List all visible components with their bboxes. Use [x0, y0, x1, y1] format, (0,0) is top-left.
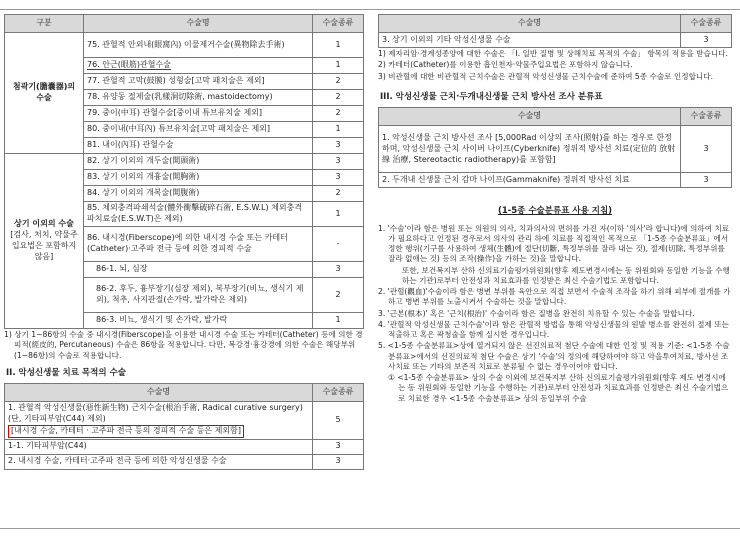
surgery-name: 75. 관혈적 안외내(眼窩內) 이물제거수술(異物除去手術) — [84, 33, 313, 58]
bottom-rule — [0, 528, 740, 529]
surgery-type: 2 — [313, 186, 364, 202]
category-cell: 첨곽기(膽嚢器)의 수술 — [5, 33, 84, 154]
header-surgery-name: 수술명 — [5, 384, 313, 402]
surgery-name: 1-1. 기타피부암(C44) — [5, 439, 313, 454]
surgery-name: 80. 중이내(中耳內) 튜브유치술[고막 패치술은 제외] — [84, 122, 313, 138]
header-surgery-type: 수술종류 — [681, 108, 732, 126]
surgery-type: 3 — [313, 439, 364, 454]
footnote: 2) 카테터(Catheter)를 이용한 흡인천자·약물주입요법은 포함하지 않습니다. — [378, 60, 633, 70]
surgery-type: 3 — [313, 154, 364, 170]
guideline-paragraph: 3. '근본(根本)' 혹은 '근치(根治)' 수술이라 함은 질병을 완전히 치유할 수 있는 수술을 말합니다. — [378, 308, 695, 318]
table-row — [379, 126, 732, 173]
surgery-name: 2. 두개내 신생물 근치 감마 나이프(Gammaknife) 정위적 방사선 치료 — [379, 173, 681, 188]
surgery-name: 3. 상기 이외의 기타 악성신생물 수술 — [379, 33, 681, 48]
surgery-type: 3 — [313, 138, 364, 154]
section-heading: III. 악성신생물 근치·두개내신생물 근치 방사선 조사 분류표 — [380, 91, 603, 102]
footnote: 1) 상기 1~86항의 수술 중 내시경(Fiberscope)을 이용한 내시경 수술 또는 카테터(Catheter) 등에 의한 경피적(經皮的, Percutaneous) 수술은 86항을 적용합니다. 다만, 복강경·흉강경에 의한 수술은 해당부위(1~86항)의 수술로 적용합니다. — [4, 330, 363, 360]
surgery-type: 5 — [313, 402, 364, 439]
surgery-name: 78. 유양동 절제술(乳樣洞切除術, mastoidectomy) — [84, 90, 313, 106]
guideline-subparagraph: ① <1-5종 수술분류표> 상의 수술 이외에 보건복지부 산하 신의료기술평가위원회(향후 제도 변경시에는 동 위원회와 동일한 기능을 수행하는 기관)로부터 안전성과 치료효과를 인정받은 최신 수술기법으로 치료한 경우 <1-5종 수술분류표> 상의 동일부위 수술 — [388, 373, 729, 403]
left-column — [4, 14, 364, 470]
surgery-type: 1 — [313, 122, 364, 138]
surgery-type: 2 — [313, 74, 364, 90]
header-surgery-name: 수술명 — [84, 15, 313, 33]
header-surgery-name: 수술명 — [379, 108, 681, 126]
surgery-name: 86-1. 뇌, 심장 — [84, 262, 313, 278]
surgery-type: 3 — [681, 173, 732, 188]
header-surgery-name: 수술명 — [379, 15, 681, 33]
surgery-type: 1 — [313, 202, 364, 227]
surgery-name: 1. 관혈적 악성신생물(惡性新生物) 근치수술(根治手術, Radical curative surgery)(단, 기타피부암(C44) 제외) [내시경 수술, 카테터 · 고주파 전극 등의 경피적 수술 등은 제외함] — [5, 402, 313, 439]
surgery-type: 1 — [313, 58, 364, 74]
surgery-type: 2 — [313, 278, 364, 313]
surgery-name: 1. 악성신생물 근치 방사선 조사 [5,000Rad 이상의 조사(照射)를 하는 경우로 한정하며, 악성신생물 근치 사이버 나이프(Cyberknife) 정위적 방사선 치료(定位的 放射線 治療, Stereotactic radiotherapy)를 포함함] — [379, 126, 681, 173]
highlight-box: [내시경 수술, 카테터 · 고주파 전극 등의 경피적 수술 등은 제외함] — [8, 425, 244, 438]
header-surgery-type: 수술종류 — [313, 384, 364, 402]
surgery-name: 83. 상기 이외의 개흉술(開胸術) — [84, 170, 313, 186]
surgery-name: 84. 상기 이외의 개복술(開腹術) — [84, 186, 313, 202]
surgery-table-1 — [4, 14, 364, 329]
table-row — [5, 154, 364, 170]
surgery-name: 76. 안근(眼筋)관혈수술 — [84, 58, 313, 74]
table-row — [5, 439, 364, 454]
guideline-title: (1-5종 수술분류표 사용 지침) — [497, 206, 613, 217]
surgery-table-3 — [378, 14, 732, 48]
header-category: 구분 — [5, 15, 84, 33]
surgery-name: 2. 내시경 수술, 카테터·고주파 전극 등에 의한 악성신생물 수술 — [5, 454, 313, 469]
surgery-type: 2 — [313, 106, 364, 122]
surgery-type: 3 — [313, 454, 364, 469]
top-rule — [0, 9, 740, 10]
table-row — [379, 33, 732, 48]
category-cell: 상기 이외의 수술 [검사, 처치, 약물주입요법은 포함하지 않음] — [5, 154, 84, 329]
surgery-type: 3 — [313, 262, 364, 278]
guideline-paragraph: 2. '관혈(觀血)'수술이라 함은 병변 부위를 육안으로 직접 보면서 수술적 조작을 하기 위해 피부에 절개를 가하고 병변 부위를 노출시켜서 수술하는 것을 말합니다. — [378, 287, 731, 307]
footnote: 1) 제자리암·경계성종양에 대한 수술은 「I. 일반 질병 및 상해치료 목적의 수술」 항목의 적용을 받습니다. — [378, 49, 728, 58]
surgery-name: 77. 관혈적 고막(鼓膜) 성형술[고막 패치술은 제외] — [84, 74, 313, 90]
guideline-paragraph: 또한, 보건복지부 산하 신의료기술평가위원회(향후 제도변경시에는 동 위원회와 동일한 기능을 수행하는 기관)로부터 안전성과 치료효과를 인정받은 최신 수술기법도 포함합니다. — [402, 265, 730, 285]
surgery-type: 3 — [681, 126, 732, 173]
header-surgery-type: 수술종류 — [313, 15, 364, 33]
section-heading: II. 악성신생물 치료 목적의 수술 — [6, 367, 126, 378]
header-surgery-type: 수술종류 — [681, 15, 732, 33]
surgery-type: 3 — [313, 170, 364, 186]
surgery-table-2 — [4, 383, 364, 469]
surgery-name: 86. 내시경(Fiberscope)에 의한 내시경 수술 또는 카테터(Catheter)·고주파 전극 등에 의한 경피적 수술 — [84, 227, 313, 262]
surgery-type: 1 — [313, 33, 364, 58]
guideline-paragraph: 1. '수술'이라 함은 병원 또는 의원의 의사, 치과의사의 면허를 가진 자(이하 '의사'라 합니다)에 의하여 치료가 필요하다고 인정된 경우로서 의사의 관리 하에 치료를 직접적인 목적으로 「1-5종 수술분류표」에서 정한 행위(기구를 사용하여 생체(生體)에 절단(切斷, 특정부위를 잘라 내는 것), 절제(切除, 특정부위를 잘라 없애는 것) 등의 조작(操作)을 가하는 것)을 말합니다. — [378, 223, 730, 264]
table-row — [5, 402, 364, 439]
radiation-table — [378, 107, 732, 188]
surgery-name: 79. 중이(中耳) 관혈수술[중이내 튜브유치술 제외] — [84, 106, 313, 122]
right-column — [378, 14, 732, 405]
footnote: 3) 비관혈에 대한 비관혈적 근치수술은 관혈적 악성신생물 근치수술에 준하여 5종 수술로 인정합니다. — [378, 71, 714, 81]
table-row — [5, 454, 364, 469]
surgery-name: 85. 체외충격파쇄석술(體外衝擊破碎石術, E.S.W.L) 체외충격파치료술(E.S.W.T)은 제외) — [84, 202, 313, 227]
surgery-name: 81. 내이(內耳) 관혈수술 — [84, 138, 313, 154]
table-row — [379, 173, 732, 188]
surgery-type: 1 — [313, 313, 364, 329]
surgery-name: 86-3. 비뇨, 생식기 및 손가락, 발가락 — [84, 313, 313, 329]
surgery-name: 86-2. 후두, 흉부장기(심장 제외), 복부장기(비뇨, 생식기 제외), 척추, 사지관절(손가락, 발가락은 제외) — [84, 278, 313, 313]
surgery-name: 82. 상기 이외의 개두술(開頭術) — [84, 154, 313, 170]
guideline-paragraph: 5. <1-5종 수술분류표>상에 열거되지 않은 선진의료적 첨단 수술에 대한 인정 및 적용 기준: <1-5종 수술분류표>에서의 선진의료적 첨단 수술은 상기 '수술'의 정의에 해당하여야 하고 악을투여치료, 방사선 조사치료 또는 기타의 보존적 치료로 분류될 수 없는 경우이어야 합니다. — [378, 341, 730, 371]
surgery-type: 2 — [313, 90, 364, 106]
table-row — [5, 33, 364, 58]
surgery-type: - — [313, 227, 364, 262]
guideline-paragraph: 4. '관혈적 악성신생물 근치수술'이라 함은 관혈적 방법을 통해 악성신생물의 원발 병소를 완전히 절제 또는 적출하고 혹은 곽청술을 함께 실시한 경우입니다. — [378, 319, 729, 340]
surgery-type: 3 — [681, 33, 732, 48]
